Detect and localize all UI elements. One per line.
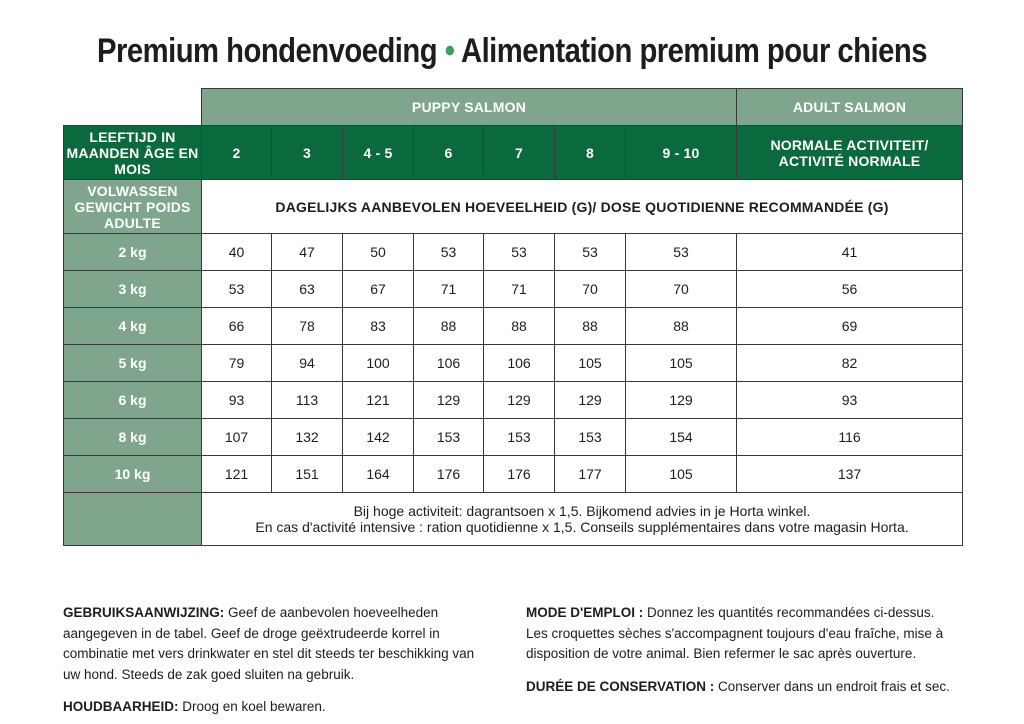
usage-text-french: Donnez les quantités recommandées ci-dessus. Les croquettes sèches s'accompagnent toujours d'eau fraîche, mise à disposition de votre animal. Bien refermer le sac après ouverture.: [526, 605, 944, 661]
value-cell: 53: [414, 234, 484, 271]
usage-label-dutch: GEBRUIKSAANWIJZING:: [63, 605, 225, 620]
daily-amount-header: DAGELIJKS AANBEVOLEN HOEVEELHEID (G)/ DOSE QUOTIDIENNE RECOMMANDÉE (G): [202, 180, 963, 234]
value-cell: 66: [202, 308, 272, 345]
value-cell: 176: [484, 456, 555, 493]
instructions-french: [526, 603, 956, 697]
value-cell: 100: [343, 345, 414, 382]
value-cell: 153: [414, 419, 484, 456]
value-cell: 151: [272, 456, 343, 493]
age-column-header: 8: [555, 126, 626, 180]
adult-activity-header: NORMALE ACTIVITEIT/ ACTIVITÉ NORMALE: [737, 126, 963, 180]
value-cell: 105: [555, 345, 626, 382]
value-cell: 88: [555, 308, 626, 345]
value-cell: 153: [555, 419, 626, 456]
weight-header-row: [64, 180, 963, 234]
value-cell: 63: [272, 271, 343, 308]
activity-note-french: En cas d'activité intensive : ration quotidienne x 1,5. Conseils supplémentaires dans votre magasin Horta.: [255, 519, 909, 535]
adult-value-cell: 41: [737, 234, 963, 271]
activity-note-dutch: Bij hoge activiteit: dagrantsoen x 1,5. Bijkomend advies in je Horta winkel.: [353, 503, 811, 519]
value-cell: 177: [555, 456, 626, 493]
value-cell: 106: [414, 345, 484, 382]
age-header-label: LEEFTIJD IN MAANDEN ÂGE EN MOIS: [64, 126, 202, 180]
weight-cell: 4 kg: [64, 308, 202, 345]
storage-text-french: Conserver dans un endroit frais et sec.: [714, 678, 950, 694]
value-cell: 70: [626, 271, 737, 308]
table-row: [64, 234, 963, 271]
age-column-header: 4 - 5: [343, 126, 414, 180]
value-cell: 53: [202, 271, 272, 308]
empty-corner-cell: [64, 89, 202, 126]
usage-label-french: MODE D'EMPLOI :: [526, 605, 644, 620]
value-cell: 129: [555, 382, 626, 419]
weight-header-label: VOLWASSEN GEWICHT POIDS ADULTE: [64, 180, 202, 234]
group-header-puppy: PUPPY SALMON: [202, 89, 737, 126]
age-header-row: [64, 126, 963, 180]
activity-note: [202, 493, 963, 546]
table-row: [64, 382, 963, 419]
age-column-header: 9 - 10: [626, 126, 737, 180]
feeding-table: [63, 88, 963, 546]
group-header-adult: ADULT SALMON: [737, 89, 963, 126]
value-cell: 71: [414, 271, 484, 308]
value-cell: 50: [343, 234, 414, 271]
note-side-cell: [64, 493, 202, 546]
table-row: [64, 456, 963, 493]
age-column-header: 2: [202, 126, 272, 180]
value-cell: 107: [202, 419, 272, 456]
table-row: [64, 308, 963, 345]
adult-value-cell: 116: [737, 419, 963, 456]
value-cell: 164: [343, 456, 414, 493]
value-cell: 70: [555, 271, 626, 308]
value-cell: 129: [626, 382, 737, 419]
value-cell: 105: [626, 345, 737, 382]
value-cell: 53: [626, 234, 737, 271]
weight-cell: 2 kg: [64, 234, 202, 271]
adult-value-cell: 82: [737, 345, 963, 382]
weight-cell: 5 kg: [64, 345, 202, 382]
age-column-header: 7: [484, 126, 555, 180]
value-cell: 105: [626, 456, 737, 493]
usage-paragraph-dutch: [63, 603, 493, 685]
title-separator-dot: •: [444, 32, 455, 70]
value-cell: 106: [484, 345, 555, 382]
value-cell: 176: [414, 456, 484, 493]
value-cell: 53: [555, 234, 626, 271]
adult-value-cell: 93: [737, 382, 963, 419]
value-cell: 53: [484, 234, 555, 271]
instructions-dutch: [63, 603, 493, 718]
age-column-header: 6: [414, 126, 484, 180]
value-cell: 83: [343, 308, 414, 345]
weight-cell: 8 kg: [64, 419, 202, 456]
storage-text-dutch: Droog en koel bewaren.: [178, 699, 326, 714]
value-cell: 142: [343, 419, 414, 456]
value-cell: 132: [272, 419, 343, 456]
group-header-row: [64, 89, 963, 126]
weight-cell: 6 kg: [64, 382, 202, 419]
value-cell: 47: [272, 234, 343, 271]
value-cell: 121: [343, 382, 414, 419]
value-cell: 154: [626, 419, 737, 456]
table-row: [64, 345, 963, 382]
usage-paragraph-french: [526, 603, 956, 665]
adult-value-cell: 56: [737, 271, 963, 308]
value-cell: 88: [414, 308, 484, 345]
adult-value-cell: 69: [737, 308, 963, 345]
value-cell: 79: [202, 345, 272, 382]
weight-cell: 10 kg: [64, 456, 202, 493]
note-row: [64, 493, 963, 546]
value-cell: 40: [202, 234, 272, 271]
storage-paragraph-french: [526, 677, 956, 698]
value-cell: 88: [484, 308, 555, 345]
value-cell: 94: [272, 345, 343, 382]
value-cell: 113: [272, 382, 343, 419]
value-cell: 129: [414, 382, 484, 419]
value-cell: 153: [484, 419, 555, 456]
value-cell: 78: [272, 308, 343, 345]
value-cell: 93: [202, 382, 272, 419]
value-cell: 71: [484, 271, 555, 308]
page-title: [72, 32, 953, 71]
value-cell: 129: [484, 382, 555, 419]
value-cell: 88: [626, 308, 737, 345]
storage-label-dutch: HOUDBAARHEID:: [63, 699, 179, 714]
storage-label-french: DURÉE DE CONSERVATION :: [526, 678, 715, 694]
table-row: [64, 271, 963, 308]
table-row: [64, 419, 963, 456]
title-french: Alimentation premium pour chiens: [460, 32, 927, 70]
adult-value-cell: 137: [737, 456, 963, 493]
age-column-header: 3: [272, 126, 343, 180]
value-cell: 121: [202, 456, 272, 493]
weight-cell: 3 kg: [64, 271, 202, 308]
value-cell: 67: [343, 271, 414, 308]
title-dutch: Premium hondenvoeding: [97, 32, 438, 70]
storage-paragraph-dutch: [63, 697, 493, 718]
usage-text-dutch: Geef de aanbevolen hoeveelheden aangegeven in de tabel. Geef de droge geëxtrudeerde korrel in combinatie met vers drinkwater en stel dit steeds ter beschikking van uw hond. Steeds de zak goed sluiten na gebruik.: [63, 605, 475, 682]
